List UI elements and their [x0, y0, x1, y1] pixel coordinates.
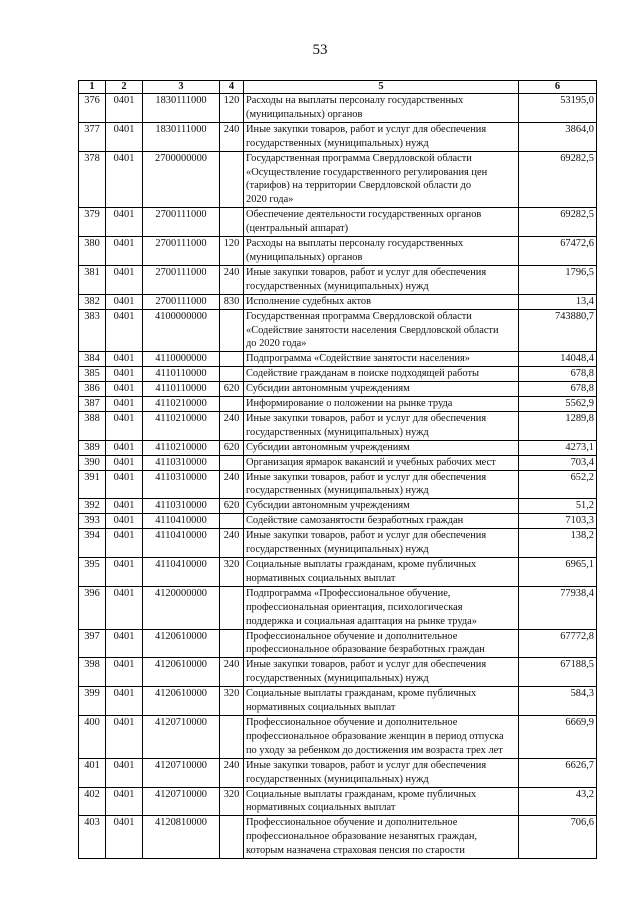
amount-cell: 69282,5	[519, 151, 597, 208]
section-code-cell: 0401	[106, 367, 143, 382]
expense-type-cell: 240	[220, 529, 244, 558]
expense-type-cell	[220, 208, 244, 237]
section-code-cell: 0401	[106, 455, 143, 470]
table-row	[79, 237, 597, 266]
description-cell: Подпрограмма «Содействие занятости населения»	[244, 352, 519, 367]
description-cell: Государственная программа Свердловской области «Осуществление государственного регулирования цен (тарифов) на территории Свердловской области до 2020 года»	[244, 151, 519, 208]
column-header: 4	[220, 81, 244, 94]
expense-type-cell: 240	[220, 265, 244, 294]
target-article-cell: 1830111000	[143, 122, 220, 151]
expense-type-cell: 240	[220, 122, 244, 151]
row-number-cell: 383	[79, 309, 106, 352]
target-article-cell: 2700111000	[143, 294, 220, 309]
target-article-cell: 4110210000	[143, 397, 220, 412]
section-code-cell: 0401	[106, 529, 143, 558]
table-row	[79, 629, 597, 658]
row-number-cell: 398	[79, 658, 106, 687]
expense-type-cell	[220, 309, 244, 352]
amount-cell: 13,4	[519, 294, 597, 309]
description-cell: Субсидии автономным учреждениям	[244, 499, 519, 514]
target-article-cell: 4120000000	[143, 586, 220, 629]
table-row	[79, 787, 597, 816]
amount-cell: 53195,0	[519, 94, 597, 123]
description-cell: Иные закупки товаров, работ и услуг для обеспечения государственных (муниципальных) нужд	[244, 658, 519, 687]
target-article-cell: 2700111000	[143, 237, 220, 266]
section-code-cell: 0401	[106, 514, 143, 529]
target-article-cell: 4120610000	[143, 658, 220, 687]
table-row	[79, 294, 597, 309]
table-row	[79, 94, 597, 123]
section-code-cell: 0401	[106, 294, 143, 309]
row-number-cell: 392	[79, 499, 106, 514]
table-row	[79, 586, 597, 629]
description-cell: Иные закупки товаров, работ и услуг для обеспечения государственных (муниципальных) нужд	[244, 470, 519, 499]
expense-type-cell	[220, 816, 244, 859]
expense-type-cell: 620	[220, 499, 244, 514]
row-number-cell: 387	[79, 397, 106, 412]
amount-cell: 7103,3	[519, 514, 597, 529]
amount-cell: 51,2	[519, 499, 597, 514]
amount-cell: 69282,5	[519, 208, 597, 237]
expense-type-cell	[220, 629, 244, 658]
table-row	[79, 455, 597, 470]
target-article-cell: 4110110000	[143, 382, 220, 397]
table-row	[79, 122, 597, 151]
description-cell: Содействие гражданам в поиске подходящей работы	[244, 367, 519, 382]
section-code-cell: 0401	[106, 816, 143, 859]
section-code-cell: 0401	[106, 787, 143, 816]
row-number-cell: 393	[79, 514, 106, 529]
amount-cell: 1289,8	[519, 411, 597, 440]
target-article-cell: 2700111000	[143, 265, 220, 294]
description-cell: Иные закупки товаров, работ и услуг для обеспечения государственных (муниципальных) нужд	[244, 411, 519, 440]
section-code-cell: 0401	[106, 558, 143, 587]
row-number-cell: 395	[79, 558, 106, 587]
section-code-cell: 0401	[106, 151, 143, 208]
table-row	[79, 352, 597, 367]
table-row	[79, 658, 597, 687]
row-number-cell: 401	[79, 758, 106, 787]
target-article-cell: 4110110000	[143, 367, 220, 382]
table-row	[79, 529, 597, 558]
target-article-cell: 4120610000	[143, 687, 220, 716]
target-article-cell: 4110310000	[143, 499, 220, 514]
table-row	[79, 499, 597, 514]
section-code-cell: 0401	[106, 122, 143, 151]
row-number-cell: 381	[79, 265, 106, 294]
amount-cell: 584,3	[519, 687, 597, 716]
row-number-cell: 384	[79, 352, 106, 367]
amount-cell: 4273,1	[519, 440, 597, 455]
section-code-cell: 0401	[106, 586, 143, 629]
row-number-cell: 382	[79, 294, 106, 309]
table-row	[79, 367, 597, 382]
target-article-cell: 4120710000	[143, 787, 220, 816]
amount-cell: 703,4	[519, 455, 597, 470]
table-row	[79, 816, 597, 859]
target-article-cell: 4110310000	[143, 470, 220, 499]
description-cell: Исполнение судебных актов	[244, 294, 519, 309]
row-number-cell: 397	[79, 629, 106, 658]
target-article-cell: 4120610000	[143, 629, 220, 658]
expense-type-cell: 320	[220, 687, 244, 716]
amount-cell: 43,2	[519, 787, 597, 816]
section-code-cell: 0401	[106, 411, 143, 440]
column-header: 3	[143, 81, 220, 94]
amount-cell: 3864,0	[519, 122, 597, 151]
amount-cell: 138,2	[519, 529, 597, 558]
description-cell: Расходы на выплаты персоналу государственных (муниципальных) органов	[244, 237, 519, 266]
section-code-cell: 0401	[106, 758, 143, 787]
row-number-cell: 379	[79, 208, 106, 237]
table-row	[79, 470, 597, 499]
section-code-cell: 0401	[106, 397, 143, 412]
row-number-cell: 400	[79, 715, 106, 758]
column-header: 5	[244, 81, 519, 94]
row-number-cell: 376	[79, 94, 106, 123]
description-cell: Организация ярмарок вакансий и учебных рабочих мест	[244, 455, 519, 470]
target-article-cell: 1830111000	[143, 94, 220, 123]
description-cell: Профессиональное обучение и дополнительное профессиональное образование незанятых граждан, которым назначена страховая пенсия по старости	[244, 816, 519, 859]
amount-cell: 5562,9	[519, 397, 597, 412]
section-code-cell: 0401	[106, 208, 143, 237]
section-code-cell: 0401	[106, 352, 143, 367]
description-cell: Социальные выплаты гражданам, кроме публичных нормативных социальных выплат	[244, 558, 519, 587]
section-code-cell: 0401	[106, 499, 143, 514]
expense-type-cell	[220, 715, 244, 758]
column-header: 1	[79, 81, 106, 94]
amount-cell: 652,2	[519, 470, 597, 499]
target-article-cell: 4120810000	[143, 816, 220, 859]
table-row	[79, 715, 597, 758]
budget-table	[78, 80, 597, 859]
row-number-cell: 377	[79, 122, 106, 151]
amount-cell: 67772,8	[519, 629, 597, 658]
amount-cell: 14048,4	[519, 352, 597, 367]
description-cell: Информирование о положении на рынке труда	[244, 397, 519, 412]
description-cell: Иные закупки товаров, работ и услуг для обеспечения государственных (муниципальных) нужд	[244, 529, 519, 558]
row-number-cell: 388	[79, 411, 106, 440]
amount-cell: 1796,5	[519, 265, 597, 294]
description-cell: Социальные выплаты гражданам, кроме публичных нормативных социальных выплат	[244, 787, 519, 816]
target-article-cell: 4110210000	[143, 440, 220, 455]
expense-type-cell: 830	[220, 294, 244, 309]
target-article-cell: 2700111000	[143, 208, 220, 237]
expense-type-cell: 320	[220, 787, 244, 816]
expense-type-cell	[220, 352, 244, 367]
expense-type-cell: 240	[220, 470, 244, 499]
table-row	[79, 758, 597, 787]
amount-cell: 77938,4	[519, 586, 597, 629]
expense-type-cell	[220, 514, 244, 529]
description-cell: Профессиональное обучение и дополнительное профессиональное образование женщин в период отпуска по уходу за ребенком до достижения им возраста трех лет	[244, 715, 519, 758]
expense-type-cell: 320	[220, 558, 244, 587]
row-number-cell: 396	[79, 586, 106, 629]
target-article-cell: 4100000000	[143, 309, 220, 352]
expense-type-cell	[220, 151, 244, 208]
description-cell: Государственная программа Свердловской области «Содействие занятости населения Свердловской области до 2020 года»	[244, 309, 519, 352]
header-row	[79, 81, 597, 94]
row-number-cell: 403	[79, 816, 106, 859]
table-row	[79, 558, 597, 587]
section-code-cell: 0401	[106, 629, 143, 658]
table-row	[79, 265, 597, 294]
section-code-cell: 0401	[106, 715, 143, 758]
description-cell: Иные закупки товаров, работ и услуг для обеспечения государственных (муниципальных) нужд	[244, 758, 519, 787]
target-article-cell: 4120710000	[143, 758, 220, 787]
table-row	[79, 440, 597, 455]
description-cell: Профессиональное обучение и дополнительное профессиональное образование безработных граждан	[244, 629, 519, 658]
section-code-cell: 0401	[106, 94, 143, 123]
column-header: 6	[519, 81, 597, 94]
amount-cell: 743880,7	[519, 309, 597, 352]
column-header: 2	[106, 81, 143, 94]
description-cell: Расходы на выплаты персоналу государственных (муниципальных) органов	[244, 94, 519, 123]
description-cell: Обеспечение деятельности государственных органов (центральный аппарат)	[244, 208, 519, 237]
expense-type-cell	[220, 586, 244, 629]
section-code-cell: 0401	[106, 309, 143, 352]
table-row	[79, 208, 597, 237]
description-cell: Субсидии автономным учреждениям	[244, 382, 519, 397]
description-cell: Иные закупки товаров, работ и услуг для обеспечения государственных (муниципальных) нужд	[244, 265, 519, 294]
row-number-cell: 380	[79, 237, 106, 266]
row-number-cell: 386	[79, 382, 106, 397]
target-article-cell: 4110410000	[143, 514, 220, 529]
row-number-cell: 378	[79, 151, 106, 208]
table-row	[79, 687, 597, 716]
amount-cell: 706,6	[519, 816, 597, 859]
table-row	[79, 514, 597, 529]
row-number-cell: 402	[79, 787, 106, 816]
target-article-cell: 4120710000	[143, 715, 220, 758]
page-number: 53	[312, 42, 328, 58]
expense-type-cell	[220, 367, 244, 382]
amount-cell: 6965,1	[519, 558, 597, 587]
table-row	[79, 411, 597, 440]
description-cell: Иные закупки товаров, работ и услуг для обеспечения государственных (муниципальных) нужд	[244, 122, 519, 151]
section-code-cell: 0401	[106, 470, 143, 499]
description-cell: Содействие самозанятости безработных граждан	[244, 514, 519, 529]
table-row	[79, 151, 597, 208]
target-article-cell: 4110410000	[143, 558, 220, 587]
expense-type-cell: 120	[220, 94, 244, 123]
amount-cell: 678,8	[519, 382, 597, 397]
section-code-cell: 0401	[106, 687, 143, 716]
amount-cell: 6626,7	[519, 758, 597, 787]
table-row	[79, 309, 597, 352]
amount-cell: 67472,6	[519, 237, 597, 266]
row-number-cell: 385	[79, 367, 106, 382]
description-cell: Подпрограмма «Профессиональное обучение, профессиональная ориентация, психологическая поддержка и социальная адаптация на рынке труда»	[244, 586, 519, 629]
expense-type-cell: 240	[220, 658, 244, 687]
expense-type-cell: 620	[220, 440, 244, 455]
row-number-cell: 399	[79, 687, 106, 716]
expense-type-cell	[220, 397, 244, 412]
row-number-cell: 391	[79, 470, 106, 499]
row-number-cell: 394	[79, 529, 106, 558]
amount-cell: 6669,9	[519, 715, 597, 758]
section-code-cell: 0401	[106, 265, 143, 294]
description-cell: Социальные выплаты гражданам, кроме публичных нормативных социальных выплат	[244, 687, 519, 716]
amount-cell: 678,8	[519, 367, 597, 382]
description-cell: Субсидии автономным учреждениям	[244, 440, 519, 455]
expense-type-cell	[220, 455, 244, 470]
expense-type-cell: 240	[220, 411, 244, 440]
target-article-cell: 4110210000	[143, 411, 220, 440]
target-article-cell: 4110310000	[143, 455, 220, 470]
row-number-cell: 390	[79, 455, 106, 470]
section-code-cell: 0401	[106, 382, 143, 397]
row-number-cell: 389	[79, 440, 106, 455]
target-article-cell: 4110410000	[143, 529, 220, 558]
target-article-cell: 4110000000	[143, 352, 220, 367]
expense-type-cell: 120	[220, 237, 244, 266]
expense-type-cell: 240	[220, 758, 244, 787]
section-code-cell: 0401	[106, 237, 143, 266]
table-row	[79, 397, 597, 412]
amount-cell: 67188,5	[519, 658, 597, 687]
section-code-cell: 0401	[106, 658, 143, 687]
expense-type-cell: 620	[220, 382, 244, 397]
table-row	[79, 382, 597, 397]
target-article-cell: 2700000000	[143, 151, 220, 208]
section-code-cell: 0401	[106, 440, 143, 455]
